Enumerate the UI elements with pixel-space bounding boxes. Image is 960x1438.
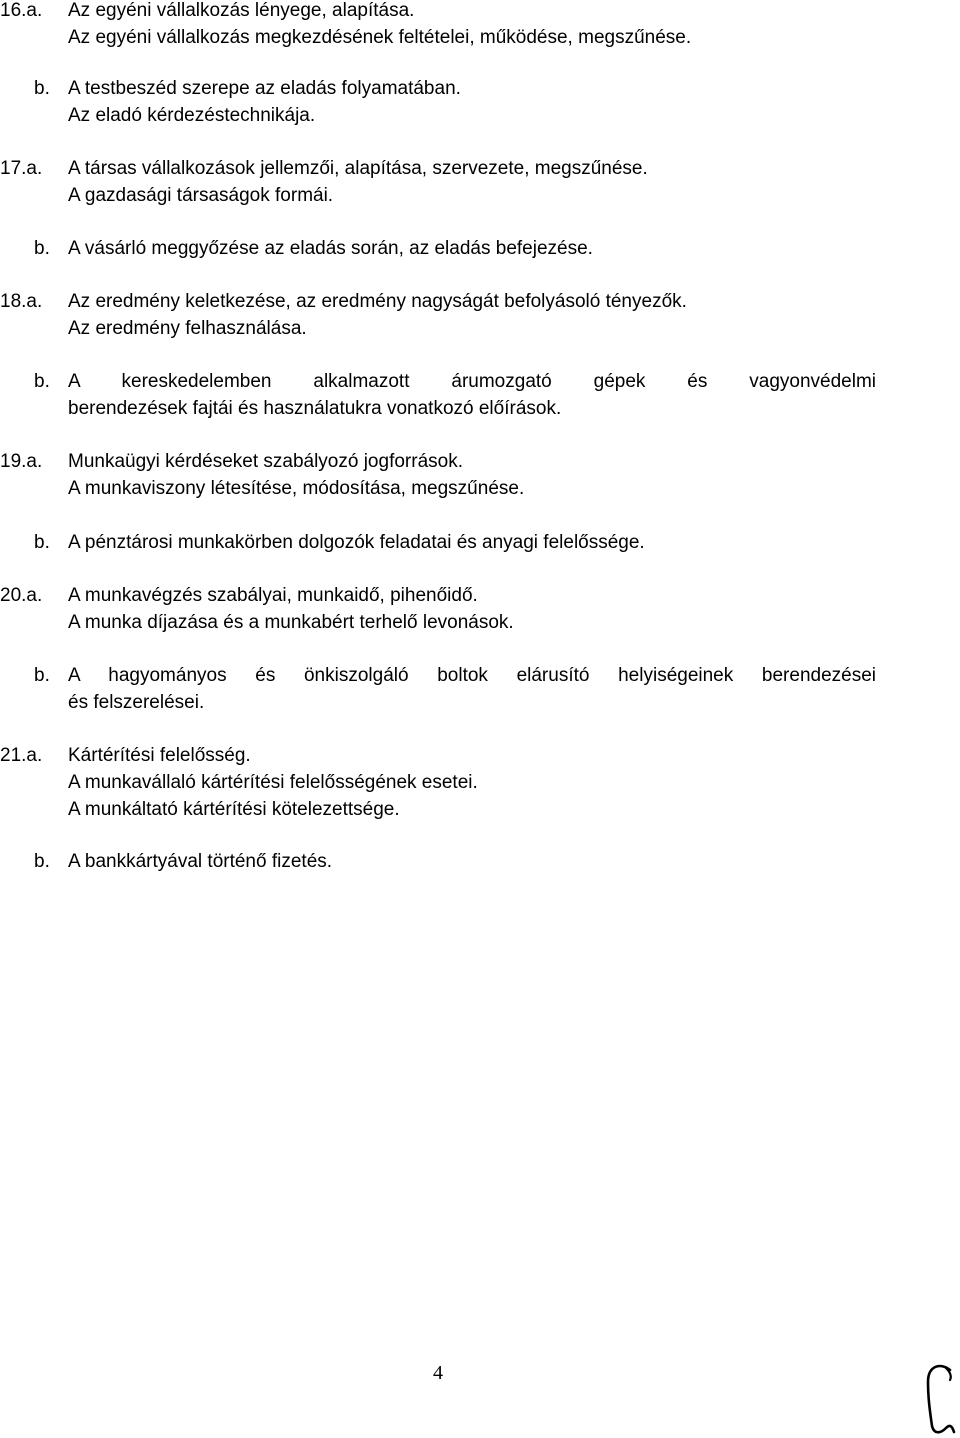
topic-number: 18.a. <box>0 291 43 312</box>
page-number: 4 <box>433 1362 443 1384</box>
topic-number: b. <box>34 238 50 259</box>
topic-line: A bankkártyával történő fizetés. <box>68 851 333 872</box>
topic-number: b. <box>34 851 50 872</box>
topic-line: A kereskedelemben alkalmazott árumozgató gépek és vagyonvédelmi <box>68 371 876 392</box>
topic-line: Kártérítési felelősség. <box>68 745 251 766</box>
topic-number: 21.a. <box>0 745 43 766</box>
topic-number: 20.a. <box>0 585 43 606</box>
topic-text <box>68 0 876 51</box>
topic-line: A testbeszéd szerepe az eladás folyamatában. <box>68 78 461 99</box>
topic-line: A gazdasági társaságok formái. <box>68 185 334 206</box>
topic-number: 19.a. <box>0 451 43 472</box>
handwritten-initial-mark <box>916 1360 960 1438</box>
topic-text <box>68 235 876 262</box>
topic-line: A vásárló meggyőzése az eladás során, az eladás befejezése. <box>68 238 593 259</box>
topic-line: A munkavállaló kártérítési felelősségének esetei. <box>68 772 478 793</box>
topic-text <box>68 742 876 823</box>
topic-line: A munkavégzés szabályai, munkaidő, pihenőidő. <box>68 585 478 606</box>
topic-line: A pénztárosi munkakörben dolgozók feladatai és anyagi felelőssége. <box>68 532 645 553</box>
topic-number: 16.a. <box>0 0 43 21</box>
topic-text <box>68 662 876 716</box>
topic-text <box>68 155 876 209</box>
topic-line: berendezések fajtái és használatukra vonatkozó előírások. <box>68 398 562 419</box>
topic-text <box>68 848 876 875</box>
topic-text <box>68 288 876 342</box>
topic-line: A hagyományos és önkiszolgáló boltok elárusító helyiségeinek berendezései <box>68 665 876 686</box>
topic-line: A munkaviszony létesítése, módosítása, megszűnése. <box>68 478 525 499</box>
topic-line: A munkáltató kártérítési kötelezettsége. <box>68 799 400 820</box>
topic-number: b. <box>34 371 50 392</box>
topic-line: A társas vállalkozások jellemzői, alapítása, szervezete, megszűnése. <box>68 158 648 179</box>
topic-line: Az egyéni vállalkozás megkezdésének feltételei, működése, megszűnése. <box>68 27 692 48</box>
topic-text <box>68 75 876 129</box>
topic-text <box>68 448 876 502</box>
topic-number: b. <box>34 532 50 553</box>
topic-line: Munkaügyi kérdéseket szabályozó jogforrások. <box>68 451 463 472</box>
topic-text <box>68 368 876 422</box>
topic-text <box>68 529 876 556</box>
topic-line: Az eredmény keletkezése, az eredmény nagyságát befolyásoló tényezők. <box>68 291 687 312</box>
topic-line: Az eladó kérdezéstechnikája. <box>68 105 316 126</box>
topic-number: b. <box>34 78 50 99</box>
topic-line: és felszerelései. <box>68 692 205 713</box>
topic-line: Az eredmény felhasználása. <box>68 318 307 339</box>
topic-number: 17.a. <box>0 158 43 179</box>
topic-text <box>68 582 876 636</box>
topic-line: A munka díjazása és a munkabért terhelő levonások. <box>68 612 514 633</box>
topic-number: b. <box>34 665 50 686</box>
topic-line: Az egyéni vállalkozás lényege, alapítása. <box>68 0 415 21</box>
